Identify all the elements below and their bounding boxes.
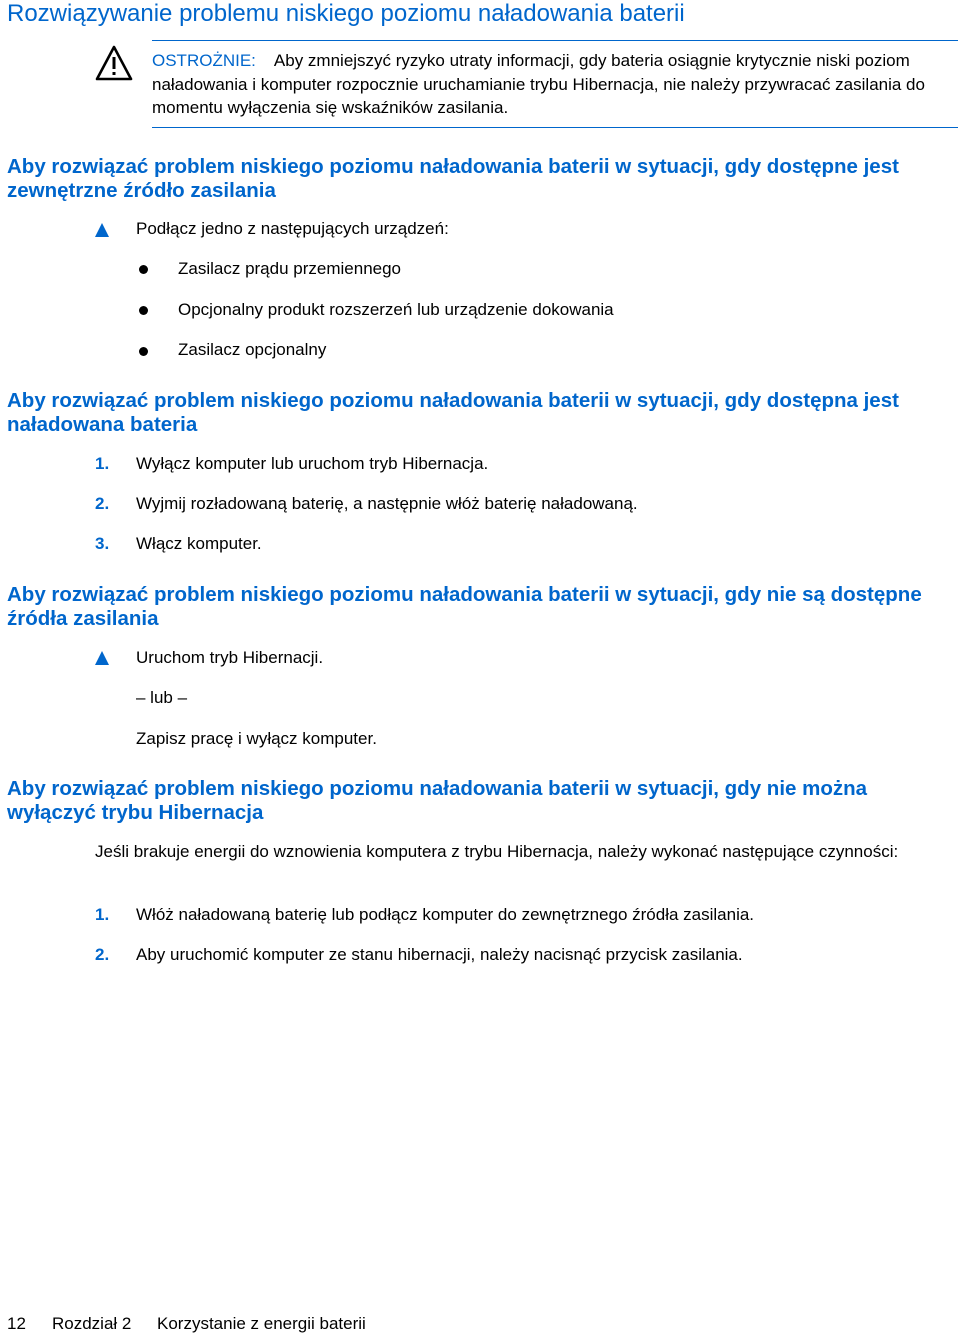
- step-number: 2.: [95, 494, 110, 513]
- step-text: Włóż naładowaną baterię lub podłącz komputer do zewnętrznego źródła zasilania.: [136, 905, 755, 924]
- step-number: 2.: [95, 945, 110, 964]
- caution-note: [152, 49, 952, 120]
- step-text: Zapisz pracę i wyłącz komputer.: [136, 729, 377, 748]
- step-text: Uruchom tryb Hibernacji.: [136, 648, 324, 667]
- bullet-icon: [139, 265, 148, 274]
- warning-triangle-icon: [95, 45, 133, 81]
- list-item: Opcjonalny produkt rozszerzeń lub urządzenie dokowania: [178, 300, 614, 319]
- step-text: Wyłącz komputer lub uruchom tryb Hibernacja.: [136, 454, 489, 473]
- step-number: 1.: [95, 454, 110, 473]
- step-number: 3.: [95, 534, 110, 553]
- caution-text: Aby zmniejszyć ryzyko utraty informacji, gdy bateria osiągnie krytycznie niski poziom naładowania i komputer rozpocznie uruchamianie trybu Hibernacja, nie należy przywracać zasilania do momentu wyłączenia się wskaźników zasilania.: [152, 51, 925, 117]
- chapter-title: Korzystanie z energii baterii: [157, 1314, 366, 1333]
- chapter-label: Rozdział 2: [52, 1314, 132, 1333]
- section-heading: Aby rozwiązać problem niskiego poziomu naładowania baterii w sytuacji, gdy nie są dostępne źródła zasilania: [7, 583, 922, 630]
- step-text: Włącz komputer.: [136, 534, 262, 553]
- or-separator: – lub –: [136, 688, 188, 707]
- step-triangle-icon: [95, 651, 109, 665]
- page-number: 12: [7, 1314, 26, 1333]
- step-text: Podłącz jedno z następujących urządzeń:: [136, 219, 449, 238]
- caution-bottom-rule: [152, 127, 958, 128]
- step-text: Wyjmij rozładowaną baterię, a następnie włóż baterię naładowaną.: [136, 494, 638, 513]
- list-item: Zasilacz opcjonalny: [178, 340, 327, 359]
- section-heading: Aby rozwiązać problem niskiego poziomu naładowania baterii w sytuacji, gdy dostępne jest zewnętrzne źródło zasilania: [7, 155, 899, 202]
- section-heading: Aby rozwiązać problem niskiego poziomu naładowania baterii w sytuacji, gdy nie można wyłączyć trybu Hibernacja: [7, 777, 868, 824]
- step-triangle-icon: [95, 223, 109, 237]
- list-item: Zasilacz prądu przemiennego: [178, 259, 402, 278]
- intro-paragraph: Jeśli brakuje energii do wznowienia komputera z trybu Hibernacja, należy wykonać następujące czynności:: [95, 842, 899, 861]
- step-number: 1.: [95, 905, 110, 924]
- caution-top-rule: [152, 40, 958, 41]
- step-text: Aby uruchomić komputer ze stanu hibernacji, należy nacisnąć przycisk zasilania.: [136, 945, 743, 964]
- page-title: Rozwiązywanie problemu niskiego poziomu naładowania baterii: [7, 0, 685, 27]
- bullet-icon: [139, 347, 148, 356]
- caution-label: OSTROŻNIE:: [152, 51, 256, 70]
- bullet-icon: [139, 306, 148, 315]
- section-heading: Aby rozwiązać problem niskiego poziomu naładowania baterii w sytuacji, gdy dostępna jest naładowana bateria: [7, 389, 899, 436]
